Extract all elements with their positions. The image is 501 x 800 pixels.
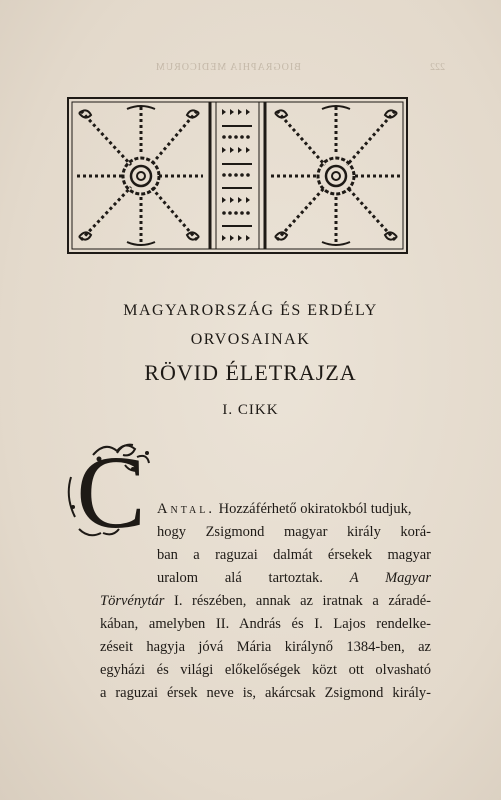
decorative-headpiece [67, 97, 408, 254]
text-line-3: ban a raguzai dalmát érsekek magyar [157, 547, 431, 563]
bleed-through-running-head: BIOGRAPHIA MEDICORUM [155, 62, 301, 73]
initial-letter: C [76, 437, 146, 545]
text-line-7: zéseit hagyja jóvá Mária királynő 1384-ben, az [100, 639, 431, 655]
part-heading: I. CIKK [222, 402, 279, 418]
text-line-9: a raguzai érsek neve is, akárcsak Zsigmond király- [100, 685, 431, 701]
text-line-1: Antal. Hozzáférhető okiratokból tudjuk, [157, 501, 412, 517]
decorated-initial [63, 437, 155, 545]
section-title-line-1: MAGYARORSZÁG ÉS ERDÉLY [123, 302, 378, 319]
section-title-line-2: ORVOSAINAK [190, 331, 311, 348]
text-line-5: Törvénytár I. részében, annak az iratnak a záradé- [100, 593, 431, 609]
section-title-line-3: RÖVID ÉLETRAJZA [144, 360, 357, 385]
bleed-through-page-number: 222 [430, 62, 445, 73]
text-line-2: hogy Zsigmond magyar király korá- [157, 524, 431, 540]
text-line-4: uralom alá tartoztak. A Magyar [157, 570, 431, 586]
text-line-6: kában, amelyben II. András és I. Lajos rendelke- [100, 616, 431, 632]
text-line-8: egyházi és világi előkelőségek közt ott olvasható [100, 662, 431, 678]
